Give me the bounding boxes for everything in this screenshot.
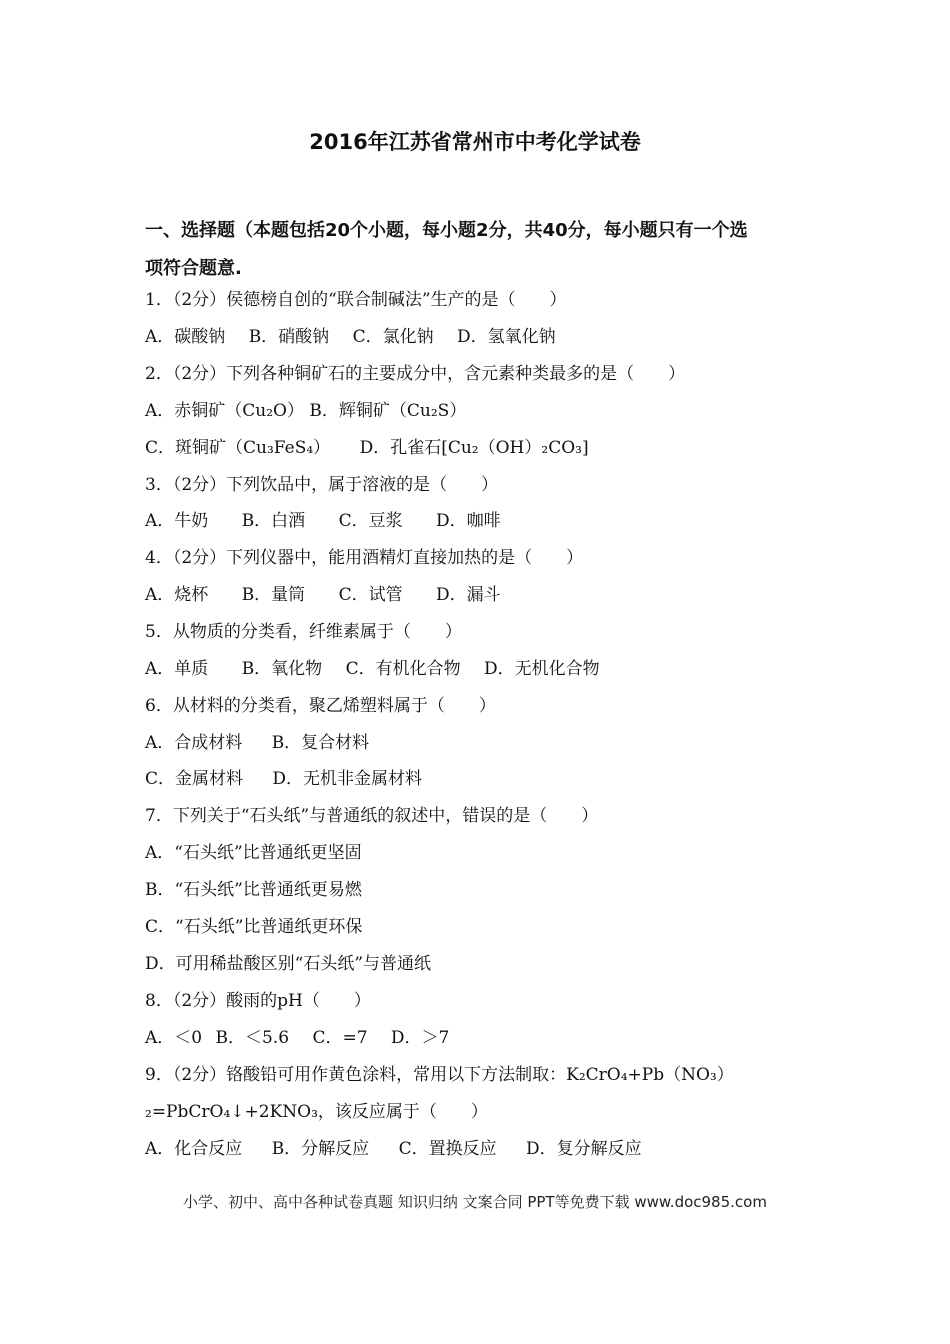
q6-option-d: D．无机非金属材料 bbox=[272, 769, 423, 789]
q7-option-d: D．可用稀盐酸区别“石头纸”与普通纸 bbox=[145, 954, 432, 974]
question-9-stem-line2: ₂=PbCrO₄↓+2KNO₃，该反应属于（ ） bbox=[145, 1102, 488, 1122]
q7-option-c: C．“石头纸”比普通纸更环保 bbox=[145, 917, 363, 937]
q8-option-c: C．=7 bbox=[312, 1028, 368, 1048]
question-6-options-row2 bbox=[145, 768, 422, 790]
q4-option-b: B．量筒 bbox=[241, 585, 306, 605]
question-4-stem: 4．（2分）下列仪器中，能用酒精灯直接加热的是（ ） bbox=[145, 548, 584, 568]
q4-option-c: C．试管 bbox=[338, 585, 403, 605]
q9-option-c: C．置换反应 bbox=[398, 1139, 497, 1159]
question-9-options bbox=[145, 1138, 642, 1160]
q6-option-a: A．合成材料 bbox=[145, 733, 243, 753]
q1-option-c: C．氯化钠 bbox=[352, 327, 434, 347]
question-5-stem: 5．从物质的分类看，纤维素属于（ ） bbox=[145, 622, 462, 642]
q4-option-a: A．烧杯 bbox=[145, 585, 209, 605]
question-7-stem: 7．下列关于“石头纸”与普通纸的叙述中，错误的是（ ） bbox=[145, 806, 599, 826]
q9-option-d: D．复分解反应 bbox=[526, 1139, 642, 1159]
question-4-options bbox=[145, 584, 501, 606]
q5-option-a: A．单质 bbox=[145, 659, 209, 679]
question-3-stem: 3．（2分）下列饮品中，属于溶液的是（ ） bbox=[145, 475, 499, 495]
section-heading-line2: 项符合题意. bbox=[145, 258, 242, 279]
question-1-options bbox=[145, 326, 556, 348]
q6-option-b: B．复合材料 bbox=[271, 733, 370, 753]
question-2-options-row1 bbox=[145, 400, 466, 422]
q1-option-a: A．碳酸钠 bbox=[145, 327, 226, 347]
question-5-options bbox=[145, 658, 600, 680]
q3-option-c: C．豆浆 bbox=[338, 511, 403, 531]
q2-option-d: D．孔雀石[Cu₂（OH）₂CO₃] bbox=[359, 438, 589, 458]
q9-option-b: B．分解反应 bbox=[271, 1139, 370, 1159]
question-9-stem-line1: 9．（2分）铬酸铅可用作黄色涂料，常用以下方法制取：K₂CrO₄+Pb（NO₃） bbox=[145, 1065, 734, 1085]
question-6-options-row1 bbox=[145, 732, 369, 754]
question-6-stem: 6．从材料的分类看，聚乙烯塑料属于（ ） bbox=[145, 696, 496, 716]
question-3-options bbox=[145, 510, 501, 532]
q5-option-d: D．无机化合物 bbox=[484, 659, 600, 679]
q9-option-a: A．化合反应 bbox=[145, 1139, 243, 1159]
q8-option-d: D．＞7 bbox=[390, 1028, 450, 1048]
question-1-stem: 1．（2分）侯德榜自创的“联合制碱法”生产的是（ ） bbox=[145, 290, 567, 310]
q1-option-b: B．硝酸钠 bbox=[248, 327, 330, 347]
q4-option-d: D．漏斗 bbox=[436, 585, 501, 605]
q5-option-c: C．有机化合物 bbox=[345, 659, 461, 679]
q3-option-d: D．咖啡 bbox=[436, 511, 501, 531]
q1-option-d: D．氢氧化钠 bbox=[457, 327, 556, 347]
question-2-stem: 2．（2分）下列各种铜矿石的主要成分中，含元素种类最多的是（ ） bbox=[145, 364, 686, 384]
question-8-options bbox=[145, 1027, 449, 1049]
q7-option-a: A．“石头纸”比普通纸更坚固 bbox=[145, 843, 362, 863]
q2-option-c: C．斑铜矿（Cu₃FeS₄） bbox=[145, 438, 331, 458]
page-title: 2016年江苏省常州市中考化学试卷 bbox=[309, 130, 641, 154]
q6-option-c: C．金属材料 bbox=[145, 769, 244, 789]
q2-option-b: B．辉铜矿（Cu₂S） bbox=[309, 401, 467, 421]
q7-option-b: B．“石头纸”比普通纸更易燃 bbox=[145, 880, 362, 900]
q8-option-a: A．＜0 bbox=[145, 1028, 203, 1048]
question-8-stem: 8．（2分）酸雨的pH（ ） bbox=[145, 991, 371, 1011]
question-2-options-row2 bbox=[145, 437, 589, 459]
q2-option-a: A．赤铜矿（Cu₂O） bbox=[145, 401, 304, 421]
q5-option-b: B．氧化物 bbox=[241, 659, 323, 679]
q8-option-b: B．＜5.6 bbox=[215, 1028, 290, 1048]
section-heading-line1: 一、选择题（本题包括20个小题，每小题2分，共40分，每小题只有一个选 bbox=[145, 220, 748, 241]
page-footer[interactable]: 小学、初中、高中各种试卷真题 知识归纳 文案合同 PPT等免费下载 www.doc985.com bbox=[183, 1193, 767, 1211]
q3-option-a: A．牛奶 bbox=[145, 511, 209, 531]
q3-option-b: B．白酒 bbox=[241, 511, 306, 531]
